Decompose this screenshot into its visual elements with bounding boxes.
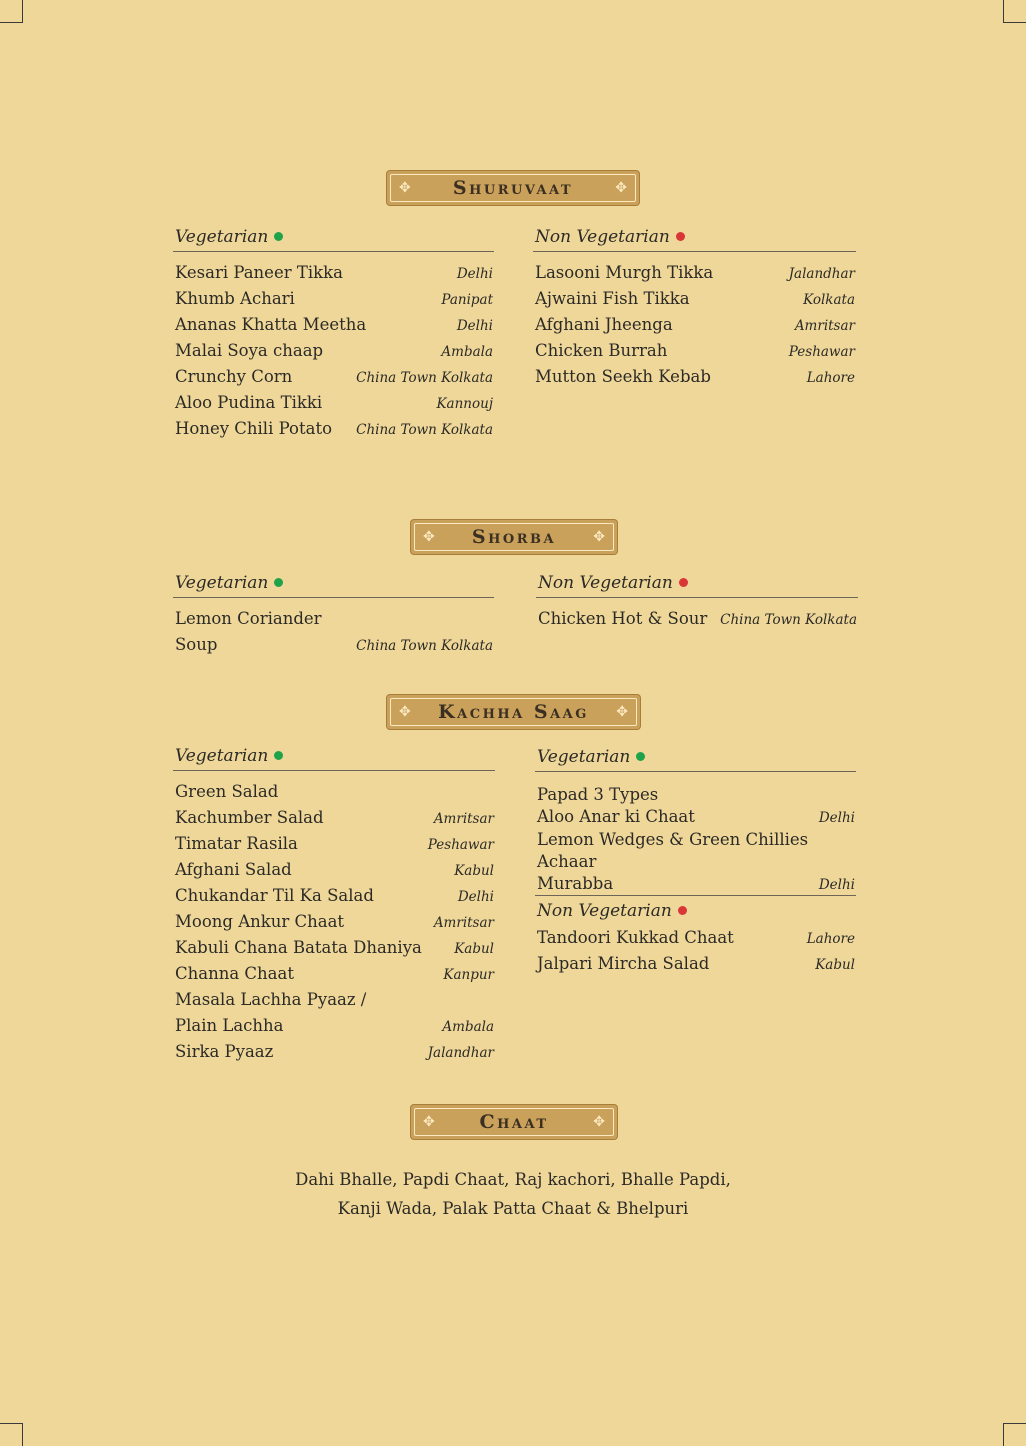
menu-item: [533, 286, 856, 312]
item-name: Achaar: [537, 851, 597, 871]
item-name: Moong Ankur Chaat: [175, 912, 345, 931]
item-name: Tandoori Kukkad Chaat: [537, 928, 734, 948]
item-name: Chicken Burrah: [535, 341, 668, 360]
item-origin: Amritsar: [433, 811, 494, 827]
ornament-icon: ✥: [423, 529, 435, 545]
item-name: Afghani Jheenga: [535, 315, 673, 334]
section-title: Shorba: [471, 526, 557, 548]
item-origin: Peshawar: [427, 837, 494, 853]
menu-item: [533, 364, 856, 390]
crop-mark-top-left: [0, 0, 23, 23]
item-origin: Lahore: [806, 370, 855, 386]
item-name: Jalpari Mircha Salad: [537, 954, 710, 974]
ornament-icon: ✥: [399, 704, 411, 720]
item-origin: Lahore: [806, 931, 855, 948]
menu-item: [535, 829, 856, 851]
item-origin: Delhi: [818, 877, 855, 894]
item-origin: Ambala: [442, 1019, 494, 1035]
menu-item: [173, 857, 495, 883]
item-name: Chicken Hot & Sour: [538, 609, 708, 628]
menu-item: [173, 416, 494, 442]
menu-item: [533, 312, 856, 338]
item-name: Ananas Khatta Meetha: [175, 315, 367, 334]
nonveg-dot-icon: [679, 578, 688, 587]
menu-item: [173, 987, 495, 1013]
section-banner-shorba: [411, 520, 617, 554]
menu-column-non-vegetarian: [536, 569, 858, 632]
item-name: Plain Lachha: [175, 1016, 284, 1035]
item-origin: China Town Kolkata: [356, 638, 493, 654]
menu-column-vegetarian-extras: [535, 743, 856, 977]
item-name: Khumb Achari: [175, 289, 295, 308]
section-title: Kachha Saag: [438, 701, 589, 723]
menu-item: [173, 606, 494, 632]
menu-item: [173, 909, 495, 935]
menu-item: [173, 1013, 495, 1039]
chaat-line: Kanji Wada, Palak Patta Chaat & Bhelpuri: [337, 1199, 689, 1218]
menu-item: [533, 338, 856, 364]
item-name: Kabuli Chana Batata Dhaniya: [175, 938, 422, 957]
item-name: Crunchy Corn: [175, 367, 293, 386]
item-name: Green Salad: [175, 782, 279, 801]
item-name: Soup: [175, 635, 218, 654]
menu-item: [173, 390, 494, 416]
item-origin: Jalandhar: [788, 266, 855, 282]
item-origin: Delhi: [456, 318, 493, 334]
menu-item: [535, 806, 856, 828]
item-origin: Kabul: [815, 957, 855, 974]
menu-item: [173, 831, 495, 857]
column-heading: Vegetarian: [173, 742, 495, 771]
menu-column-non-vegetarian: [533, 223, 856, 390]
item-origin: China Town Kolkata: [356, 370, 493, 386]
ornament-icon: ✥: [399, 180, 411, 196]
item-name: Aloo Pudina Tikki: [175, 393, 323, 412]
ornament-icon: ✥: [615, 180, 627, 196]
menu-item: [533, 260, 856, 286]
item-origin: Delhi: [818, 810, 855, 827]
column-heading: Vegetarian: [173, 223, 494, 252]
item-name: Kachumber Salad: [175, 808, 324, 827]
veg-dot-icon: [274, 232, 283, 241]
veg-dot-icon: [636, 752, 645, 761]
item-origin: Peshawar: [788, 344, 855, 360]
item-name: Malai Soya chaap: [175, 341, 324, 360]
menu-list: [173, 779, 495, 1065]
section-banner-chaat: [411, 1105, 617, 1139]
menu-item: [535, 951, 856, 977]
crop-mark-bottom-left: [0, 1423, 23, 1446]
item-origin: Amritsar: [794, 318, 855, 334]
item-name: Lasooni Murgh Tikka: [535, 263, 714, 282]
item-origin: Delhi: [456, 266, 493, 282]
ornament-icon: ✥: [423, 1114, 435, 1130]
item-origin: Kanpur: [443, 967, 494, 983]
item-name: Lemon Coriander: [175, 609, 322, 628]
menu-item: [173, 312, 494, 338]
item-origin: Kannouj: [436, 396, 493, 412]
menu-list: [536, 606, 858, 632]
menu-column-vegetarian: [173, 569, 494, 658]
menu-item: [173, 364, 494, 390]
menu-item: [173, 1039, 495, 1065]
item-name: Sirka Pyaaz: [175, 1042, 274, 1061]
item-name: Chukandar Til Ka Salad: [175, 886, 374, 905]
menu-item: [173, 779, 495, 805]
column-heading: Non Vegetarian: [536, 569, 858, 598]
item-origin: Amritsar: [433, 915, 494, 931]
ornament-icon: ✥: [593, 529, 605, 545]
item-name: Masala Lachha Pyaaz /: [175, 990, 367, 1009]
item-name: Honey Chili Potato: [175, 419, 333, 438]
menu-item: [173, 338, 494, 364]
item-origin: Jalandhar: [427, 1045, 494, 1061]
item-name: Lemon Wedges & Green Chillies: [537, 829, 809, 849]
column-heading: Vegetarian: [535, 743, 856, 772]
item-name: Afghani Salad: [175, 860, 292, 879]
item-origin: Kolkata: [803, 292, 855, 308]
item-origin: Panipat: [441, 292, 493, 308]
item-origin: Ambala: [441, 344, 493, 360]
crop-mark-bottom-right: [1003, 1423, 1026, 1446]
menu-item: [536, 606, 858, 632]
ornament-icon: ✥: [593, 1114, 605, 1130]
item-name: Kesari Paneer Tikka: [175, 263, 343, 282]
chaat-items-text: [0, 1165, 1026, 1223]
item-origin: Kabul: [454, 941, 494, 957]
section-title: Shuruvaat: [452, 177, 574, 199]
crop-mark-top-right: [1003, 0, 1026, 23]
menu-column-vegetarian: [173, 742, 495, 1065]
item-origin: China Town Kolkata: [356, 422, 493, 438]
menu-list: [535, 925, 856, 977]
item-origin: Delhi: [457, 889, 494, 905]
menu-item: [173, 883, 495, 909]
item-name: Ajwaini Fish Tikka: [535, 289, 690, 308]
veg-dot-icon: [274, 578, 283, 587]
nonveg-dot-icon: [676, 232, 685, 241]
item-name: Murabba: [537, 874, 614, 894]
menu-list: [535, 784, 856, 896]
menu-item: [173, 260, 494, 286]
veg-dot-icon: [274, 751, 283, 760]
nonveg-dot-icon: [678, 906, 687, 915]
menu-item: [173, 286, 494, 312]
ornament-icon: ✥: [616, 704, 628, 720]
menu-item: [535, 873, 856, 896]
menu-item: [535, 925, 856, 951]
item-origin: Kabul: [454, 863, 494, 879]
menu-list: [533, 260, 856, 390]
menu-list: [173, 260, 494, 442]
column-heading: Vegetarian: [173, 569, 494, 598]
section-banner-shuruvaat: [387, 171, 639, 205]
item-name: Aloo Anar ki Chaat: [537, 807, 695, 827]
menu-item: [173, 632, 494, 658]
chaat-line: Dahi Bhalle, Papdi Chaat, Raj kachori, Bhalle Papdi,: [295, 1170, 731, 1189]
section-banner-kachha-saag: [387, 695, 640, 729]
menu-item: [535, 784, 856, 806]
sub-heading: Non Vegetarian: [535, 899, 856, 923]
menu-item: [173, 935, 495, 961]
item-name: Channa Chaat: [175, 964, 294, 983]
menu-item: [173, 805, 495, 831]
menu-list: [173, 606, 494, 658]
item-origin: China Town Kolkata: [720, 612, 857, 628]
menu-column-vegetarian: [173, 223, 494, 442]
section-title: Chaat: [479, 1111, 549, 1133]
item-name: Timatar Rasila: [175, 834, 298, 853]
column-heading: Non Vegetarian: [533, 223, 856, 252]
menu-item: [535, 851, 856, 873]
item-name: Mutton Seekh Kebab: [535, 367, 711, 386]
item-name: Papad 3 Types: [537, 785, 659, 804]
menu-item: [173, 961, 495, 987]
